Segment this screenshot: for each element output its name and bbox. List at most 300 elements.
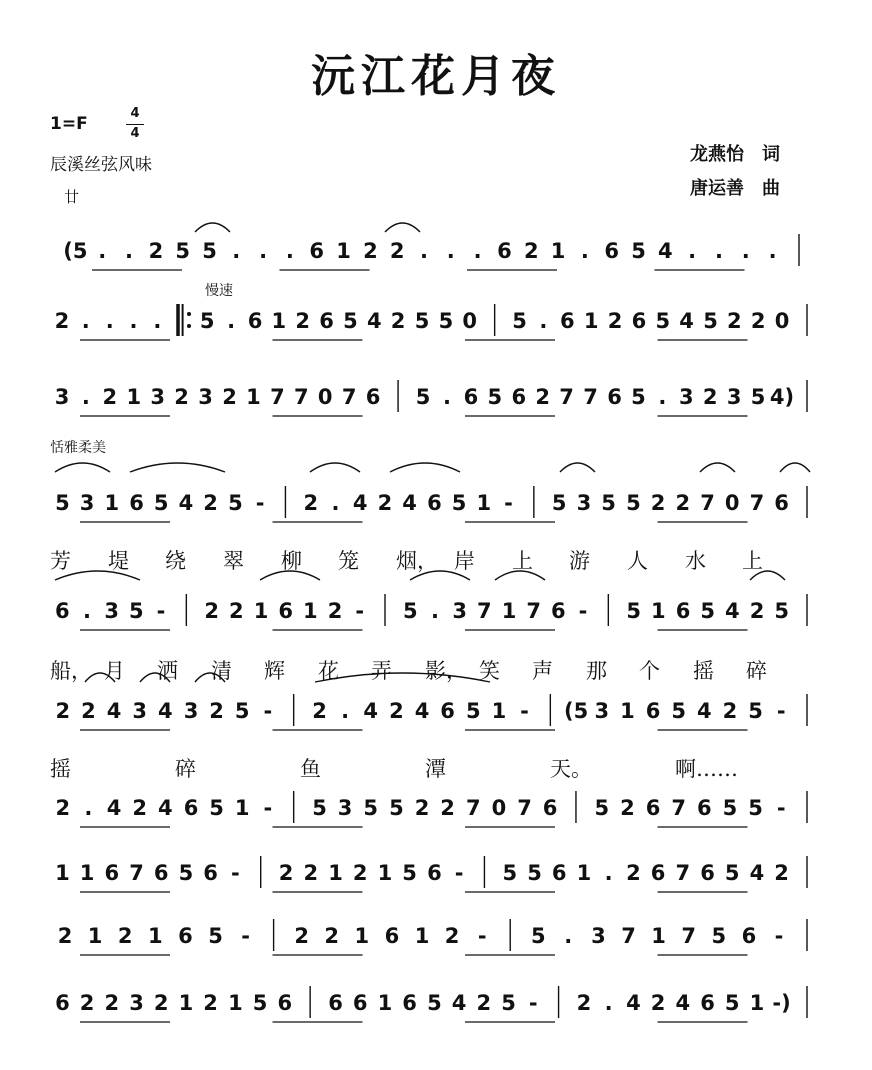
note: 5 [671, 699, 687, 723]
note: 5 [512, 309, 527, 333]
note: 2 [749, 599, 765, 623]
note: 6 [129, 491, 144, 515]
lyric-syllable: 上 [512, 549, 533, 573]
note: 6 [440, 699, 455, 723]
note: - [231, 861, 240, 885]
note: 5 [724, 991, 740, 1015]
note: 4 [749, 861, 765, 885]
note: 6 [278, 599, 294, 623]
note: . [84, 796, 93, 820]
note: 5 [402, 599, 418, 623]
note: 5 [128, 599, 144, 623]
note: 5 [252, 991, 268, 1015]
note: 1 [104, 491, 120, 515]
note: . [83, 599, 91, 623]
note: 1 [620, 699, 635, 723]
note: - [774, 924, 784, 948]
note: 6 [607, 385, 622, 409]
note: 4 [724, 599, 740, 623]
lyric-syllable: 花 [318, 659, 339, 683]
note: 5 [748, 699, 763, 723]
note: 5 [312, 796, 327, 820]
slur [560, 463, 595, 472]
note: - [255, 491, 265, 515]
note: 4 [402, 491, 417, 515]
note: 6 [104, 861, 120, 885]
note: 2 [414, 796, 430, 820]
note: 7 [671, 796, 687, 820]
measure [416, 385, 794, 409]
note: (5 [563, 699, 589, 723]
note: 3 [54, 385, 70, 409]
note: 6 [309, 239, 325, 263]
free-tempo-mark: 廿 [64, 188, 80, 206]
note: 3 [104, 599, 120, 623]
note: - [528, 991, 538, 1015]
note: 5 [451, 491, 467, 515]
note: 2 [774, 861, 789, 885]
note: 2 [523, 239, 539, 263]
lyric-syllable: 清 [211, 659, 232, 683]
note: 5 [774, 599, 790, 623]
note: 3 [337, 796, 353, 820]
note: 2 [363, 239, 378, 263]
note: 5 [363, 796, 379, 820]
note: 5 [55, 491, 70, 515]
note: 5 [626, 491, 641, 515]
note: 6 [183, 796, 199, 820]
note: 2 [576, 991, 592, 1015]
measure [55, 796, 272, 820]
note: 2 [148, 239, 164, 263]
note: 5 [402, 861, 417, 885]
note: 4 [157, 796, 173, 820]
note: 5 [414, 309, 430, 333]
note: 2 [57, 924, 73, 948]
measure [328, 991, 537, 1015]
lyric-syllable: 柳 [281, 549, 302, 573]
score-line-7 [55, 791, 807, 823]
note: 5 [465, 699, 481, 723]
note: 7 [749, 491, 765, 515]
lyric-syllable: 月 [104, 659, 125, 683]
note: 1 [583, 309, 599, 333]
note: 7 [270, 385, 285, 409]
note: 2 [650, 991, 666, 1015]
note: 6 [511, 385, 527, 409]
note: 6 [631, 309, 647, 333]
score-line-3 [55, 380, 807, 412]
note: 4 [366, 309, 382, 333]
note: - [263, 699, 273, 723]
note: . [125, 239, 133, 263]
measure [312, 699, 529, 723]
note: 3 [594, 699, 610, 723]
note: 1 [178, 991, 194, 1015]
note: 5 [748, 796, 763, 820]
note: 2 [444, 924, 460, 948]
note: 1 [234, 796, 250, 820]
note: 2 [626, 861, 641, 885]
note: 2 [303, 861, 319, 885]
note: 4 [679, 309, 694, 333]
note: 1 [651, 924, 666, 948]
note: 2 [352, 861, 368, 885]
note: 7 [465, 796, 481, 820]
lyric-syllable: 游 [569, 549, 590, 573]
note: 6 [650, 861, 666, 885]
note: 2 [295, 309, 311, 333]
note: 1 [271, 309, 287, 333]
note: 2 [650, 491, 666, 515]
note: 2 [726, 309, 742, 333]
measure [312, 796, 557, 820]
note: 3 [678, 385, 694, 409]
note: 6 [277, 991, 293, 1015]
note: 0 [491, 796, 507, 820]
note: - [355, 599, 365, 623]
measure [626, 599, 789, 623]
measure [55, 491, 264, 515]
note: - [520, 699, 529, 723]
note: 2 [390, 309, 406, 333]
note: 2 [54, 309, 70, 333]
note: 3 [129, 991, 144, 1015]
note: . [153, 309, 162, 333]
slur [130, 463, 225, 472]
note: - [241, 924, 250, 948]
note: 2 [55, 796, 71, 820]
note: 7 [517, 796, 532, 820]
note: 6 [365, 385, 381, 409]
measure [403, 599, 587, 623]
slur [310, 463, 360, 472]
note: 2 [132, 796, 148, 820]
note: 6 [319, 309, 334, 333]
note: 2 [324, 924, 340, 948]
note: 6 [604, 239, 620, 263]
note: - [504, 491, 513, 515]
note: 1 [328, 861, 343, 885]
note: 4 [657, 239, 673, 263]
note: 5 [703, 309, 718, 333]
note: . [604, 991, 613, 1015]
note: . [446, 239, 455, 263]
measure [294, 924, 486, 948]
note: 1 [55, 861, 70, 885]
note: 6 [551, 861, 567, 885]
note: 2 [620, 796, 635, 820]
note: 6 [203, 861, 218, 885]
lyric-syllable: 弄 [371, 659, 392, 683]
slur [700, 463, 735, 472]
note: 5 [502, 861, 518, 885]
note: 2 [228, 599, 244, 623]
note: 5 [153, 491, 169, 515]
note: . [539, 309, 548, 333]
note: 5 [228, 491, 243, 515]
note: -) [772, 991, 791, 1015]
score-line-8 [55, 856, 807, 888]
note: 3 [198, 385, 213, 409]
note: 1 [79, 861, 95, 885]
note: 1 [377, 991, 393, 1015]
slur [195, 223, 230, 232]
note: 1 [246, 385, 261, 409]
note: . [741, 239, 750, 263]
note: 1 [491, 699, 507, 723]
note: 6 [54, 599, 70, 623]
note: 2 [209, 699, 224, 723]
note: . [420, 239, 428, 263]
note: 5 [415, 385, 431, 409]
score-line-5 [55, 594, 807, 626]
note: 2 [203, 491, 218, 515]
measure [303, 491, 512, 515]
score-line-9 [58, 919, 807, 951]
lyric-syllable: 船， [50, 659, 92, 683]
note: 5 [501, 991, 516, 1015]
note: 7 [621, 924, 636, 948]
lyric-syllable: 洒 [157, 659, 178, 683]
lyric-syllable: 天。 [550, 757, 592, 781]
note: 3 [132, 699, 148, 723]
lyric-syllable: 绕 [165, 549, 186, 573]
note: - [454, 861, 464, 885]
note: 7 [675, 861, 691, 885]
note: . [688, 239, 697, 263]
note: 5 [655, 309, 671, 333]
note: 6 [247, 309, 263, 333]
note: . [564, 924, 573, 948]
note: 5 [199, 309, 215, 333]
lyric-syllable: 潭 [425, 757, 446, 781]
note: 3 [79, 491, 95, 515]
note: (5 [63, 239, 88, 263]
note: 1 [377, 861, 393, 885]
note: 5 [551, 491, 567, 515]
note: 2 [104, 991, 120, 1015]
note: 5 [594, 796, 610, 820]
note: 1 [650, 599, 666, 623]
note: 5 [343, 309, 358, 333]
note: - [156, 599, 166, 623]
note: 3 [591, 924, 606, 948]
note: 3 [726, 385, 742, 409]
note: 1 [302, 599, 318, 623]
note: 2 [204, 599, 220, 623]
note: 5 [234, 699, 250, 723]
note: 6 [645, 699, 661, 723]
note: 2 [675, 491, 691, 515]
note: 4 [106, 796, 122, 820]
note: 5 [724, 861, 740, 885]
measure [55, 599, 165, 623]
note: 6 [384, 924, 400, 948]
note: . [604, 861, 613, 885]
score-line-4 [55, 486, 807, 518]
note: 1 [336, 239, 351, 263]
note: 4 [696, 699, 712, 723]
note: 6 [675, 599, 691, 623]
note: 5 [750, 385, 766, 409]
lyric-syllable: 摇 [50, 757, 71, 781]
note: - [263, 796, 273, 820]
measure [55, 991, 292, 1015]
note: 2 [750, 309, 766, 333]
lyric-syllable: 翠 [223, 549, 244, 573]
note: 4) [769, 385, 795, 409]
note: 6 [542, 796, 558, 820]
note: . [105, 309, 114, 333]
note: 2 [203, 991, 218, 1015]
measure [502, 861, 788, 885]
note: . [331, 491, 340, 515]
note: 4 [626, 991, 641, 1015]
note: 1 [501, 599, 517, 623]
lyric-syllable: 声 [532, 659, 553, 683]
note: - [477, 924, 487, 948]
note: . [81, 309, 90, 333]
note: 6 [153, 861, 169, 885]
note: 5 [202, 239, 217, 263]
tempo-mark-slow: 慢速 [205, 283, 233, 299]
note: . [658, 385, 667, 409]
note: 5 [487, 385, 503, 409]
score-line-2 [55, 304, 807, 336]
note: 1 [550, 239, 566, 263]
note: 6 [427, 861, 442, 885]
note: 5 [631, 239, 646, 263]
measure [58, 924, 250, 948]
note: 7 [293, 385, 309, 409]
time-signature-bottom: 4 [130, 126, 140, 141]
measure [594, 796, 785, 820]
note: 5 [178, 861, 194, 885]
lyric-syllable: 碎 [175, 757, 196, 781]
note: 4 [106, 699, 122, 723]
measure [55, 309, 162, 333]
note: - [578, 599, 588, 623]
note: 2 [440, 796, 455, 820]
note: 5 [722, 796, 738, 820]
measure [577, 991, 791, 1015]
note: 1 [576, 861, 592, 885]
measure [564, 699, 786, 723]
note: 4 [352, 491, 368, 515]
measure [55, 385, 381, 409]
note: 7 [341, 385, 357, 409]
score-line-1 [63, 234, 799, 266]
note: 1 [147, 924, 163, 948]
note: 5 [601, 491, 616, 515]
note: 5 [209, 796, 224, 820]
lyric-syllable: 那 [586, 659, 607, 683]
slur [55, 463, 110, 472]
note: . [81, 385, 90, 409]
note: 2 [607, 309, 623, 333]
note: 2 [722, 699, 738, 723]
lyric-syllable: 芳 [50, 549, 71, 573]
note: 6 [550, 599, 566, 623]
measure [200, 309, 477, 333]
note: 7 [681, 924, 697, 948]
note: . [98, 239, 107, 263]
note: 2 [102, 385, 118, 409]
lyric-syllable: 水 [685, 549, 706, 573]
note: 5 [626, 599, 642, 623]
note: 6 [645, 796, 661, 820]
note: 7 [129, 861, 144, 885]
note: 5 [530, 924, 546, 948]
note: 2 [294, 924, 310, 948]
note: 5 [427, 991, 442, 1015]
note: 3 [452, 599, 468, 623]
measure [512, 309, 789, 333]
note: 2 [702, 385, 718, 409]
note: 5 [527, 861, 542, 885]
lyric-syllable: 笼 [338, 549, 359, 573]
note: . [715, 239, 723, 263]
lyric-syllable: 上 [742, 549, 763, 573]
measure [279, 861, 464, 885]
note: 4 [363, 699, 379, 723]
note: 6 [696, 796, 712, 820]
lyric-syllable: 碎 [746, 659, 767, 683]
note: 2 [117, 924, 133, 948]
composer-credit: 唐运善 曲 [690, 178, 780, 199]
note: 6 [559, 309, 575, 333]
note: . [768, 239, 777, 263]
note: 1 [354, 924, 370, 948]
score-line-10 [55, 986, 807, 1018]
note: 2 [55, 699, 71, 723]
note: 7 [583, 385, 598, 409]
note: 6 [352, 991, 368, 1015]
note: . [580, 239, 589, 263]
note: 5 [389, 796, 404, 820]
lyric-syllable: 啊…… [675, 757, 738, 781]
note: 6 [427, 491, 442, 515]
measure [531, 924, 783, 948]
lyric-syllable: 影， [425, 659, 467, 683]
note: 2 [327, 599, 343, 623]
note: 6 [328, 991, 343, 1015]
note: 1 [87, 924, 103, 948]
note: 0 [774, 309, 790, 333]
note: . [341, 699, 350, 723]
note: 0 [317, 385, 333, 409]
note: 5 [631, 385, 646, 409]
note: 2 [476, 991, 492, 1015]
lyric-syllable: 鱼 [300, 757, 321, 781]
note: 5 [700, 599, 716, 623]
note: 6 [178, 924, 193, 948]
note: 6 [55, 991, 70, 1015]
lyric-syllable: 个 [639, 659, 660, 683]
tempo-mark-graceful: 恬雅柔美 [50, 440, 106, 456]
note: 2 [153, 991, 169, 1015]
note: 7 [559, 385, 574, 409]
measure [63, 239, 776, 263]
note: 5 [175, 239, 191, 263]
lyricist-credit: 龙燕怡 词 [690, 144, 780, 165]
measure [55, 699, 272, 723]
lyric-syllable: 辉 [264, 659, 285, 683]
note: 6 [700, 991, 715, 1015]
note: 2 [312, 699, 327, 723]
note: - [776, 699, 786, 723]
